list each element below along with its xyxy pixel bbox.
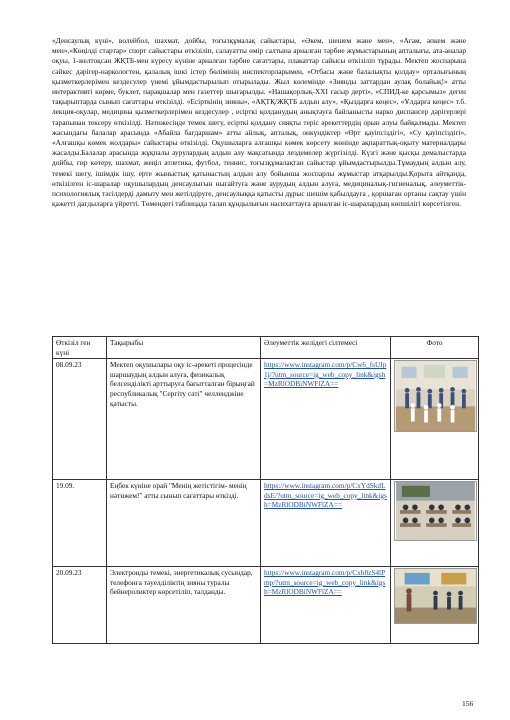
header-link: Әлеуметтік желідегі сілтемесі [261,337,391,359]
row-topic: Электронды темекі, энергетикалық сусындар, телефонға тәуелділіктің зияны туралы бейнероликтер көрсетіліп, талданды. [107,567,261,644]
row-link-cell [261,567,391,644]
page-number: 156 [462,699,474,708]
row-date: 20.09.23 [53,567,107,644]
table-row [53,359,479,480]
table-row [53,567,479,644]
row-link-cell [261,359,391,480]
row-photo-cell [391,359,479,480]
row-date: 08.09.23 [53,359,107,480]
event-photo [394,360,477,432]
body-paragraph: «Денсаулық күні», волейбол, шахмат, дойбы, тоғызқұмалақ сайыстары, «Әкем, шешем және мен», «Ағам, әпкем және мен»,«Көңілді стартар» спорт сайыстары өткізіліп, салауатты өмір салтына арналған тәрбие жұмыстарының апталығы, ата-аналар оқуы, 1-желтоқсан ЖҚТБ-мен күресу күніне арналған тәрбие сағаттары, плакаттар сайысы өткізіліп тұрады. Мектеп жоспарына сәйкес дәрігер-наркологтен, қалалық ішкі істер бөлімінің инспекторларымен, «Отбасы және балалықты қолдау» орталығының қызметкерлерімен кездесулер үнемі ұйымдастырылып отырылады. Жыл көлемінде «Зиянды заттардан аулақ болайық!» атты интерактивті көрме, буклет, парақшалар мен газеттер шығарылды. «Нашақорлық-ХХІ ғасыр дерті», «СПИД-ке қарсымыз» деген тақырыптарда сынып сағаттары өткізілді. «Есірткінің зияны», «АҚТҚ/ЖҚТБ алдын алу», «Қыздарға кеңес», «Ұлдарға кеңес» т.б. лекция-оқулар, медицина қызметкерлерімен кездесулер , есірткі қолданудың анықтауға байланысты нарко диспансер дәрігерлері тарапынан тексеру өткізілді. Нәтижесінде темек шегу, есірткі қолдану сияқты теріс әрекеттердің орын алуы байқалмады. Мектеп жасындағы балалар арасында «Абайла бағдаршам» атты айлық, апталық, онкүндіктер «Өрт қауіпсіздігі», «Су қауіпсіздігі», «Алғашқы көмек жолдары» сайыстары өткізілді. Оқушыларға алғашқы көмек көрсету жөнінде ақпараттық-оқыту материалдары жасалды.Балалар арасында жұқпалы аурулардың алдын алу мақсатында лездемелер жүргізілді. Күзгі және қысқы демалыстарда дойбы, гир көтеру, шахмат, жеңіл атлетика, футбол, теннис, тоғызқұмалақтан сайыстар ұйымдастырылды.Тұмаудың алдын алу, темекі шегу, ішімдік ішу, ерте жыныстық қатынастың алдын алу бойынша жоспарлы жұмыстар атқарылды.Қорыта айтқанда, өткізілген іс-шаралар оқушылардың денсаулығын нығайтуға және аурудың алдын алуға, медициналық-гигиеналық, әлеуметтік-психологиялық тәсілдерді дамыту мен жетілдіруге, денсаулыққа қатысты дұрыс шешім қабылдауға , қоршаған ортаны сақтау үшін қажетті дағдыларға үйретті. Төмендегі таблицада талап құндылығын насихаттауға арналған іс-шаралардың көпшілігі көрсетілген. [52,36,466,209]
row-date: 19.09. [53,480,107,567]
instagram-link[interactable]: https://www.instagram.com/p/Cw6_fsUIp1j/?utm_source=ig_web_copy_link&igsh=MzRlODBiNWFlZA== [264,360,387,389]
events-table [52,336,479,644]
row-topic: Еңбек күніне орай "Менің жетістігім- менің нәтижем!" атты сынып сағаттары өткізді. [107,480,261,567]
header-photo: Фото [391,337,479,359]
row-photo-cell [391,480,479,567]
table-row [53,480,479,567]
header-date: Өткізіл ген күні [53,337,107,359]
event-photo [394,568,477,624]
table-header-row [53,337,479,359]
row-photo-cell [391,567,479,644]
row-topic: Мектеп оқушылары оқу іс-әрекеті процесінде шаршаудың алдын алуға, физикалық белсенділікті арттыруға бағытталған бірыңғай республикалық "Сергіту сәті" челленджіне қатысты. [107,359,261,480]
header-topic: Тақырыбы [107,337,261,359]
row-link-cell [261,480,391,567]
instagram-link[interactable]: https://www.instagram.com/p/CxYdSkdLdsE/?utm_source=ig_web_copy_link&igsh=MzRlODBiNWFlZA== [264,481,387,510]
instagram-link[interactable]: https://www.instagram.com/p/Cxb8zS4lPmp/?utm_source=ig_web_copy_link&igsh=MzRlODBiNWFlZA== [264,568,386,597]
event-photo [394,481,477,541]
